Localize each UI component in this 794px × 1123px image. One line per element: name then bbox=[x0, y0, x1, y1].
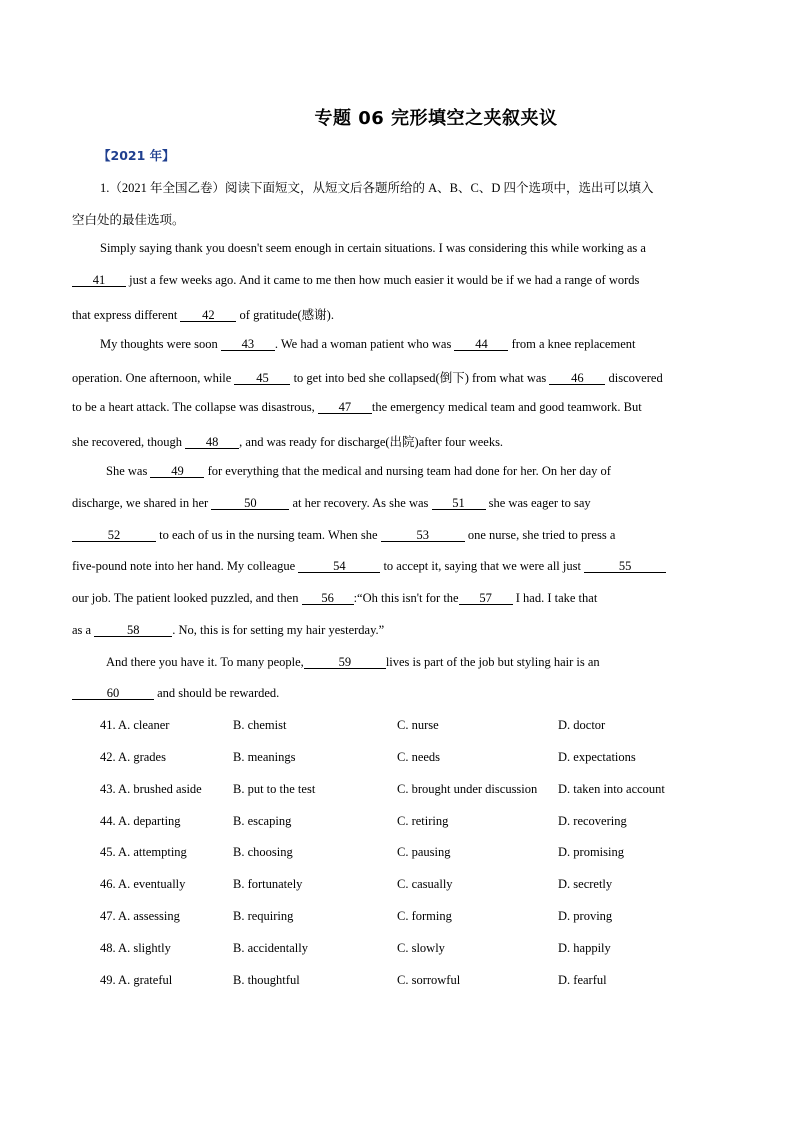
answer-blank: 47 bbox=[318, 401, 372, 414]
option-a: 43. A. brushed aside bbox=[100, 782, 202, 796]
page-title: 专题 06 完形填空之夹叙夹议 bbox=[314, 108, 558, 129]
option-b: B. accidentally bbox=[233, 941, 308, 955]
option-d: D. recovering bbox=[558, 814, 627, 828]
instruction-line-2: 空白处的最佳选项。 bbox=[72, 213, 185, 227]
year-tag: 【2021 年】 bbox=[98, 148, 175, 163]
passage-text: operation. One afternoon, while bbox=[72, 371, 235, 385]
question-row bbox=[100, 750, 740, 768]
option-a: 48. A. slightly bbox=[100, 941, 171, 955]
option-c: C. needs bbox=[397, 750, 441, 764]
passage-text: :“Oh this isn't for the bbox=[353, 591, 459, 605]
option-a: 45. A. attempting bbox=[100, 845, 187, 859]
passage-text: one nurse, she tried to press a bbox=[464, 528, 616, 542]
question-row bbox=[100, 973, 740, 991]
option-a: 49. A. grateful bbox=[100, 973, 173, 987]
question-row bbox=[100, 877, 740, 895]
option-a: 47. A. assessing bbox=[100, 909, 180, 923]
passage-text: five-pound note into her hand. My colleague bbox=[72, 559, 299, 573]
passage-text: , and was ready for discharge(出院)after four weeks. bbox=[239, 435, 504, 449]
option-d: D. expectations bbox=[558, 750, 636, 764]
passage-line bbox=[72, 305, 334, 323]
option-b: B. meanings bbox=[233, 750, 296, 764]
passage-text: discharge, we shared in her bbox=[72, 496, 212, 510]
passage-line bbox=[106, 655, 600, 670]
passage-line bbox=[72, 591, 597, 606]
passage-text: for everything that the medical and nursing team had done for her. On her day of bbox=[204, 464, 611, 478]
option-d: D. taken into account bbox=[558, 782, 665, 796]
answer-blank: 57 bbox=[459, 592, 513, 605]
answer-blank: 53 bbox=[381, 529, 465, 542]
answer-blank: 59 bbox=[304, 656, 386, 669]
question-row bbox=[100, 718, 740, 736]
passage-line bbox=[100, 337, 635, 352]
option-c: C. pausing bbox=[397, 845, 451, 859]
answer-blank: 42 bbox=[180, 309, 236, 322]
option-c: C. brought under discussion bbox=[397, 782, 538, 796]
passage-text: of gratitude(感谢). bbox=[236, 308, 334, 322]
passage-text: to each of us in the nursing team. When she bbox=[156, 528, 381, 542]
passage-line bbox=[106, 464, 611, 479]
option-d: D. proving bbox=[558, 909, 613, 923]
instruction-line-1: 1.（2021 年全国乙卷）阅读下面短文，从短文后各题所给的 A、B、C、D 四个选项中，选出可以填入 bbox=[100, 181, 654, 195]
question-row bbox=[100, 941, 740, 959]
passage-text: . We had a woman patient who was bbox=[274, 337, 455, 351]
passage-text: lives is part of the job but styling hair is an bbox=[385, 655, 600, 669]
option-b: B. put to the test bbox=[233, 782, 316, 796]
passage-text: the emergency medical team and good teamwork. But bbox=[371, 400, 642, 414]
option-d: D. secretly bbox=[558, 877, 613, 891]
option-b: B. thoughtful bbox=[233, 973, 300, 987]
passage-line bbox=[72, 623, 384, 638]
passage-line bbox=[72, 432, 503, 450]
passage-text: . No, this is for setting my hair yesterday.” bbox=[172, 623, 385, 637]
option-b: B. escaping bbox=[233, 814, 292, 828]
answer-blank: 56 bbox=[302, 592, 354, 605]
option-c: C. slowly bbox=[397, 941, 445, 955]
passage-line bbox=[72, 368, 663, 386]
option-b: B. requiring bbox=[233, 909, 294, 923]
option-a: 46. A. eventually bbox=[100, 877, 186, 891]
passage-text: just a few weeks ago. And it came to me then how much easier it would be if we had a range of words bbox=[126, 273, 640, 287]
passage-text: I had. I take that bbox=[512, 591, 598, 605]
answer-blank: 58 bbox=[94, 624, 172, 637]
question-row bbox=[100, 845, 740, 863]
answer-blank: 48 bbox=[185, 436, 239, 449]
option-c: C. casually bbox=[397, 877, 453, 891]
passage-text: And there you have it. To many people, bbox=[106, 655, 304, 669]
passage-text: and should be rewarded. bbox=[154, 686, 280, 700]
passage-text: discovered bbox=[605, 371, 663, 385]
passage-text: from a knee replacement bbox=[508, 337, 636, 351]
passage-text: to be a heart attack. The collapse was disastrous, bbox=[72, 400, 318, 414]
option-d: D. promising bbox=[558, 845, 624, 859]
option-d: D. fearful bbox=[558, 973, 607, 987]
answer-blank: 45 bbox=[234, 372, 290, 385]
passage-text: She was bbox=[106, 464, 151, 478]
answer-blank: 52 bbox=[72, 529, 156, 542]
option-a: 42. A. grades bbox=[100, 750, 166, 764]
passage-line bbox=[72, 400, 642, 415]
passage-text: as a bbox=[72, 623, 95, 637]
question-row bbox=[100, 909, 740, 927]
option-d: D. doctor bbox=[558, 718, 606, 732]
passage-text: My thoughts were soon bbox=[100, 337, 221, 351]
answer-blank: 41 bbox=[72, 274, 126, 287]
passage-text: that express different bbox=[72, 308, 181, 322]
passage-line bbox=[72, 273, 639, 288]
passage-text: she was eager to say bbox=[485, 496, 591, 510]
passage-text: to accept it, saying that we were all just bbox=[380, 559, 585, 573]
passage-text: at her recovery. As she was bbox=[289, 496, 432, 510]
option-c: C. sorrowful bbox=[397, 973, 461, 987]
passage-text: she recovered, though bbox=[72, 435, 186, 449]
option-b: B. fortunately bbox=[233, 877, 303, 891]
question-row bbox=[100, 814, 740, 832]
passage-text: our job. The patient looked puzzled, and then bbox=[72, 591, 302, 605]
question-row bbox=[100, 782, 740, 800]
answer-blank: 60 bbox=[72, 687, 154, 700]
answer-blank: 46 bbox=[549, 372, 605, 385]
option-b: B. choosing bbox=[233, 845, 293, 859]
passage-text: to get into bed she collapsed(倒下) from what was bbox=[290, 371, 550, 385]
answer-blank: 44 bbox=[454, 338, 508, 351]
passage-line bbox=[72, 496, 591, 511]
option-c: C. nurse bbox=[397, 718, 439, 732]
passage-line bbox=[72, 528, 615, 543]
option-a: 41. A. cleaner bbox=[100, 718, 170, 732]
option-c: C. forming bbox=[397, 909, 452, 923]
passage-line bbox=[72, 686, 279, 701]
option-d: D. happily bbox=[558, 941, 611, 955]
answer-blank: 50 bbox=[211, 497, 289, 510]
answer-blank: 49 bbox=[150, 465, 204, 478]
option-c: C. retiring bbox=[397, 814, 449, 828]
answer-blank: 55 bbox=[584, 560, 666, 573]
passage-line: Simply saying thank you doesn't seem enough in certain situations. I was considering this while working as a bbox=[100, 241, 646, 255]
answer-blank: 43 bbox=[221, 338, 275, 351]
option-b: B. chemist bbox=[233, 718, 287, 732]
answer-blank: 54 bbox=[298, 560, 380, 573]
option-a: 44. A. departing bbox=[100, 814, 181, 828]
answer-blank: 51 bbox=[432, 497, 486, 510]
passage-line bbox=[72, 559, 666, 574]
